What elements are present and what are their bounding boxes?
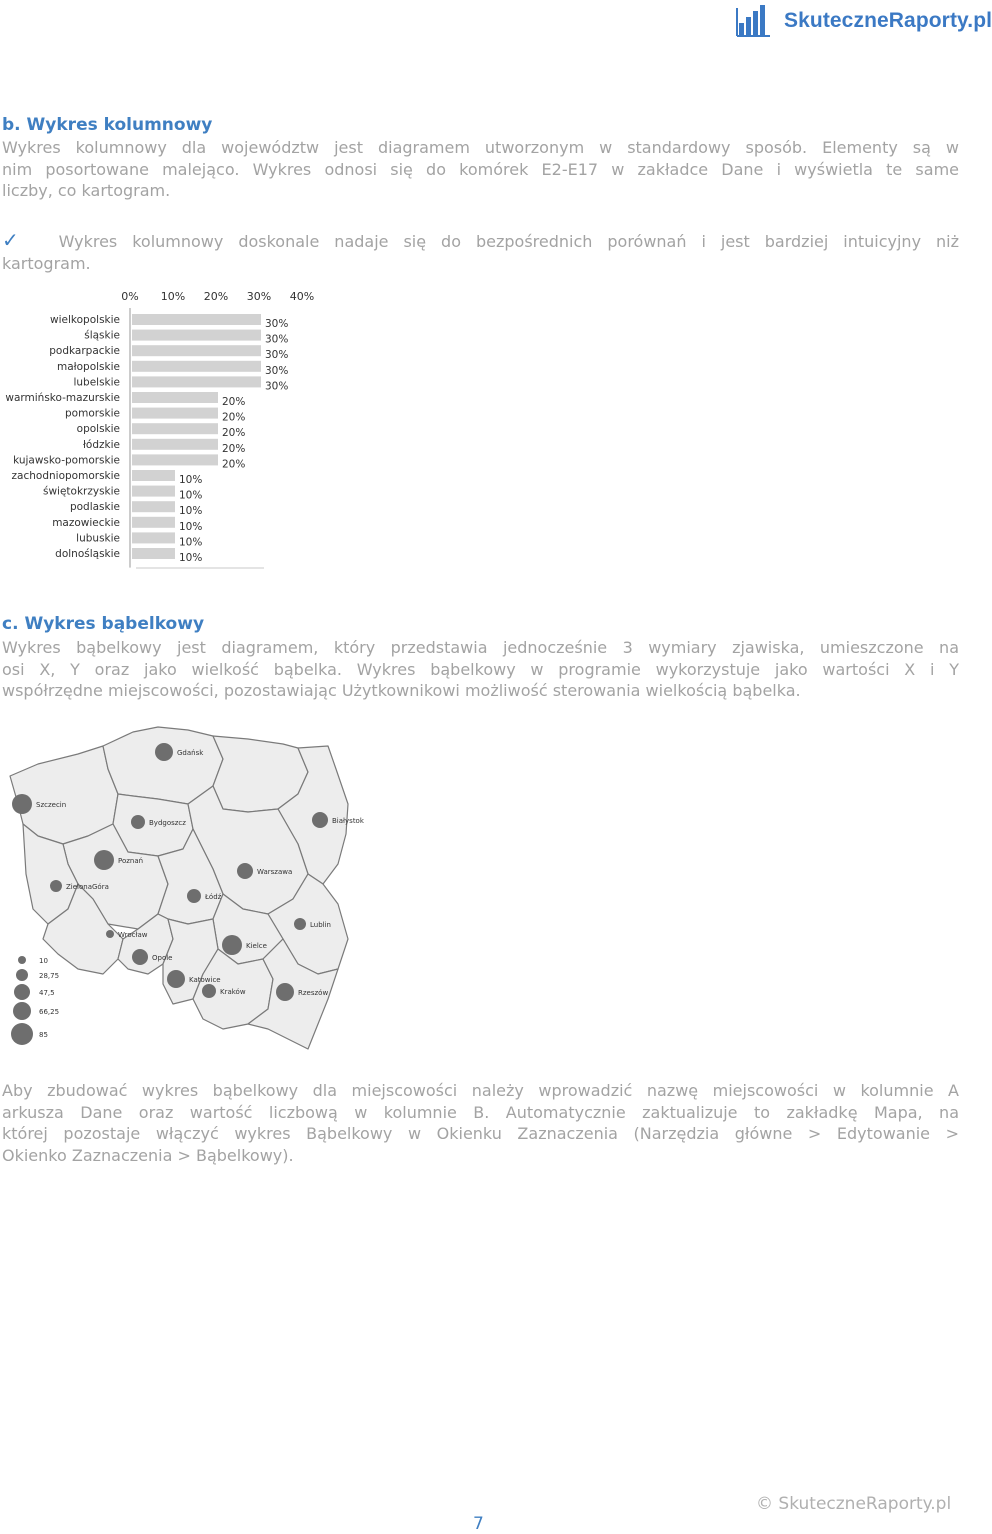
city-label: Warszawa bbox=[257, 868, 293, 876]
data-label: 10% bbox=[179, 552, 203, 564]
bar bbox=[132, 470, 175, 481]
bubble-map bbox=[8, 724, 364, 1054]
category-label: pomorskie bbox=[65, 407, 120, 420]
legend-bubble bbox=[18, 956, 26, 964]
city-bubble bbox=[237, 863, 253, 879]
data-label: 10% bbox=[179, 505, 203, 518]
data-label: 20% bbox=[222, 427, 246, 440]
city-bubble bbox=[276, 983, 294, 1001]
x-tick-label: 40% bbox=[289, 290, 315, 303]
bar bbox=[132, 486, 175, 497]
bar bbox=[132, 548, 175, 559]
city-label: Lublin bbox=[310, 921, 331, 929]
data-label: 10% bbox=[179, 489, 203, 502]
data-label: 30% bbox=[265, 333, 289, 346]
paragraph-line: Aby zbudować wykres bąbelkowy dla miejscowości należy wprowadzić nazwę miejscowości w kolumnie A bbox=[2, 1081, 959, 1100]
city-label: Bydgoszcz bbox=[149, 819, 186, 827]
city-label: Łódź bbox=[205, 893, 222, 901]
category-label: kujawsko-pomorskie bbox=[13, 454, 120, 467]
city-bubble bbox=[312, 812, 328, 828]
category-label: zachodniopomorskie bbox=[11, 470, 120, 482]
category-label: łódzkie bbox=[82, 438, 120, 451]
category-label: śląskie bbox=[84, 329, 120, 342]
data-label: 20% bbox=[222, 442, 246, 455]
data-label: 30% bbox=[265, 318, 289, 330]
paragraph-line: której pozostaje włączyć wykres Bąbelkowy w Okienku Zaznaczenia (Narzędzia główne > Edytowanie > bbox=[2, 1124, 959, 1143]
checkmark-icon: ✓ bbox=[2, 228, 29, 252]
bar-chart-svg bbox=[0, 282, 330, 572]
bar bbox=[132, 392, 218, 403]
legend-label: 66,25 bbox=[39, 1008, 60, 1016]
paragraph-line: liczby, co kartogram. bbox=[2, 181, 171, 200]
paragraph-line: Wykres kolumnowy dla województw jest diagramem utworzonym w standardowy sposób. Elementy są w bbox=[2, 138, 959, 157]
page-number: 7 bbox=[473, 1514, 484, 1534]
category-label: mazowieckie bbox=[52, 516, 120, 529]
section-b-heading: b. Wykres kolumnowy bbox=[2, 115, 213, 135]
data-label: 30% bbox=[265, 349, 289, 362]
city-label: Białystok bbox=[332, 817, 364, 825]
section-b-paragraph bbox=[2, 137, 959, 202]
legend-label: 28,75 bbox=[39, 972, 60, 980]
category-label: podlaskie bbox=[69, 501, 120, 514]
closing-paragraph bbox=[2, 1080, 959, 1166]
data-label: 10% bbox=[179, 536, 203, 549]
legend-label: 85 bbox=[39, 1031, 48, 1039]
city-bubble bbox=[167, 970, 185, 988]
legend-bubble bbox=[16, 969, 28, 981]
category-label: warmińsko-mazurskie bbox=[5, 392, 120, 404]
city-label: Opole bbox=[152, 954, 173, 962]
category-label: małopolskie bbox=[56, 360, 120, 373]
city-bubble bbox=[155, 743, 173, 761]
city-bubble bbox=[12, 794, 32, 814]
paragraph-line: Okienko Zaznaczenia > Bąbelkowy). bbox=[2, 1145, 294, 1165]
data-label: 20% bbox=[222, 411, 246, 424]
city-label: Poznań bbox=[118, 857, 144, 865]
data-label: 10% bbox=[179, 520, 203, 533]
category-label: dolnośląskie bbox=[55, 548, 120, 560]
city-label: Gdańsk bbox=[177, 749, 204, 757]
city-label: Kielce bbox=[246, 942, 267, 950]
paragraph-line: arkusza Dane oraz wartość liczbową w kolumnie B. Automatycznie zaktualizuje to zakładkę Mapa, na bbox=[2, 1102, 959, 1122]
bar-chart bbox=[0, 282, 330, 572]
section-c-paragraph bbox=[2, 637, 959, 702]
city-label: Wrocław bbox=[118, 931, 148, 939]
paragraph-line: kartogram. bbox=[2, 253, 91, 273]
bar bbox=[132, 408, 218, 419]
tip-text: Wykres kolumnowy doskonale nadaje się do bezpośrednich porównań i jest bardziej intuicyjny niż bbox=[58, 232, 959, 251]
city-label: Kraków bbox=[220, 988, 246, 996]
x-tick-label: 10% bbox=[160, 290, 186, 303]
data-label: 20% bbox=[222, 396, 246, 408]
category-label: świętokrzyskie bbox=[42, 485, 120, 498]
section-c-heading: c. Wykres bąbelkowy bbox=[2, 614, 205, 634]
bar bbox=[132, 376, 261, 387]
city-bubble bbox=[222, 935, 242, 955]
bar bbox=[132, 532, 175, 543]
category-label: opolskie bbox=[76, 423, 120, 436]
category-label: wielkopolskie bbox=[50, 314, 120, 326]
city-bubble bbox=[132, 949, 148, 965]
city-bubble bbox=[94, 850, 114, 870]
category-label: lubelskie bbox=[73, 376, 120, 389]
city-label: Rzeszów bbox=[298, 989, 329, 997]
city-bubble bbox=[106, 930, 114, 938]
data-label: 30% bbox=[265, 364, 289, 377]
section-b-tip bbox=[2, 230, 959, 274]
logo-text: SkuteczneRaporty.pl bbox=[784, 9, 992, 32]
bar bbox=[132, 517, 175, 528]
city-label: Katowice bbox=[189, 976, 221, 984]
bar bbox=[132, 439, 218, 450]
city-label: Szczecin bbox=[36, 801, 67, 809]
city-bubble bbox=[202, 984, 216, 998]
legend-bubble bbox=[11, 1023, 33, 1045]
paragraph-line: Wykres bąbelkowy jest diagramem, który przedstawia jednocześnie 3 wymiary zjawiska, umieszczone na bbox=[2, 638, 959, 657]
data-label: 20% bbox=[222, 458, 246, 471]
brand-logo[interactable] bbox=[736, 2, 992, 40]
x-tick-label: 0% bbox=[121, 290, 139, 303]
legend-label: 47,5 bbox=[39, 989, 55, 997]
city-bubble bbox=[294, 918, 306, 930]
bar bbox=[132, 314, 261, 325]
bar bbox=[132, 330, 261, 341]
data-label: 10% bbox=[179, 474, 203, 486]
map-legend bbox=[11, 956, 59, 1045]
bar bbox=[132, 361, 261, 372]
bar bbox=[132, 423, 218, 434]
x-tick-label: 30% bbox=[246, 290, 272, 303]
city-bubble bbox=[50, 880, 62, 892]
city-label: ZielonaGóra bbox=[66, 883, 109, 891]
bar bbox=[132, 454, 218, 465]
bar bbox=[132, 345, 261, 356]
city-bubble bbox=[187, 889, 201, 903]
category-label: podkarpackie bbox=[49, 345, 120, 358]
paragraph-line bbox=[2, 230, 959, 253]
data-label: 30% bbox=[265, 380, 289, 393]
poland-map-svg bbox=[8, 724, 364, 1054]
footer-copyright[interactable]: © SkuteczneRaporty.pl bbox=[756, 1494, 952, 1514]
bar bbox=[132, 501, 175, 512]
paragraph-line: współrzędne miejscowości, pozostawiając Użytkownikowi możliwość sterowania wielkością bąbelka. bbox=[2, 681, 801, 700]
city-bubble bbox=[131, 815, 145, 829]
x-tick-label: 20% bbox=[203, 290, 229, 303]
bar-chart-logo-icon bbox=[736, 3, 778, 39]
paragraph-line: osi X, Y oraz jako wielkość bąbelka. Wykres bąbelkowy w programie wykorzystuje jako wartości X i Y bbox=[2, 659, 959, 679]
legend-label: 10 bbox=[39, 957, 48, 965]
legend-bubble bbox=[14, 984, 30, 1000]
paragraph-line: nim posortowane malejąco. Wykres odnosi się do komórek E2-E17 w zakładce Dane i wyświetla te same bbox=[2, 159, 959, 179]
category-label: lubuskie bbox=[76, 532, 120, 545]
legend-bubble bbox=[13, 1002, 31, 1020]
